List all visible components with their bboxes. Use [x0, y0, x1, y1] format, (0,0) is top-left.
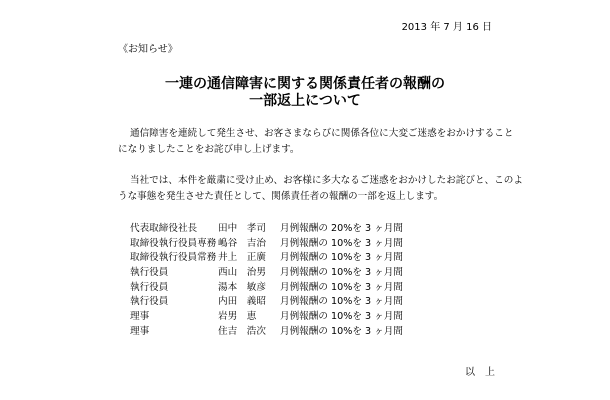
officer-role: 理事: [130, 325, 150, 337]
title-line-2: 一部返上について: [249, 93, 361, 109]
officer-role: 取締役執行役員専務: [130, 237, 217, 249]
apology-paragraph-line-2: になりましたことをお詫び申し上げます。: [118, 144, 300, 155]
officer-reduction: 月例報酬の 10%を 3 ヶ月間: [280, 325, 403, 337]
officer-reduction: 月例報酬の 20%を 3 ヶ月間: [280, 223, 403, 234]
officer-name: 西山 治男: [218, 267, 266, 279]
officer-name: 井上 正廣: [218, 252, 266, 264]
officer-name: 内田 義昭: [218, 296, 266, 308]
officer-role: 理事: [130, 311, 150, 323]
apology-paragraph: [118, 126, 514, 158]
officer-reduction: 月例報酬の 10%を 3 ヶ月間: [280, 267, 403, 279]
officer-role: 執行役員: [130, 267, 169, 279]
officer-reduction: 月例報酬の 10%を 3 ヶ月間: [280, 252, 403, 264]
closing-mark: 以 上: [465, 367, 495, 378]
measures-paragraph-line-2: うな事態を発生させた責任として、関係責任者の報酬の一部を返上します。: [118, 191, 444, 202]
officer-reduction: 月例報酬の 10%を 3 ヶ月間: [280, 296, 403, 308]
measures-paragraph: [118, 173, 523, 205]
title-line-1: 一連の通信障害に関する関係責任者の報酬の: [165, 76, 445, 92]
officer-reduction: 月例報酬の 10%を 3 ヶ月間: [280, 237, 403, 249]
officer-reduction: 月例報酬の 10%を 3 ヶ月間: [280, 281, 403, 293]
officer-name: 田中 孝司: [218, 223, 266, 234]
notice-label: 《お知らせ》: [118, 44, 178, 55]
officer-name: 住吉 浩次: [218, 325, 266, 337]
officer-role: 代表取締役社長: [130, 223, 198, 234]
officer-reduction: 月例報酬の 10%を 3 ヶ月間: [280, 311, 403, 323]
document-date: 2013 年 7 月 16 日: [401, 22, 492, 33]
officer-role: 執行役員: [130, 281, 169, 293]
officer-role: 取締役執行役員常務: [130, 252, 217, 264]
officer-name: 岩男 恵: [218, 311, 257, 323]
apology-paragraph-line-1: 通信障害を連続して発生させ、お客さまならびに関係各位に大変ご迷惑をおかけすること: [130, 128, 514, 139]
officer-role: 執行役員: [130, 296, 169, 308]
officer-name: 嶋谷 吉治: [218, 237, 266, 249]
officer-name: 湯本 敏彦: [218, 281, 266, 293]
measures-paragraph-line-1: 当社では、本件を厳粛に受け止め、お客様に多大なるご迷惑をおかけしたお詫びと、このよ: [130, 175, 523, 186]
